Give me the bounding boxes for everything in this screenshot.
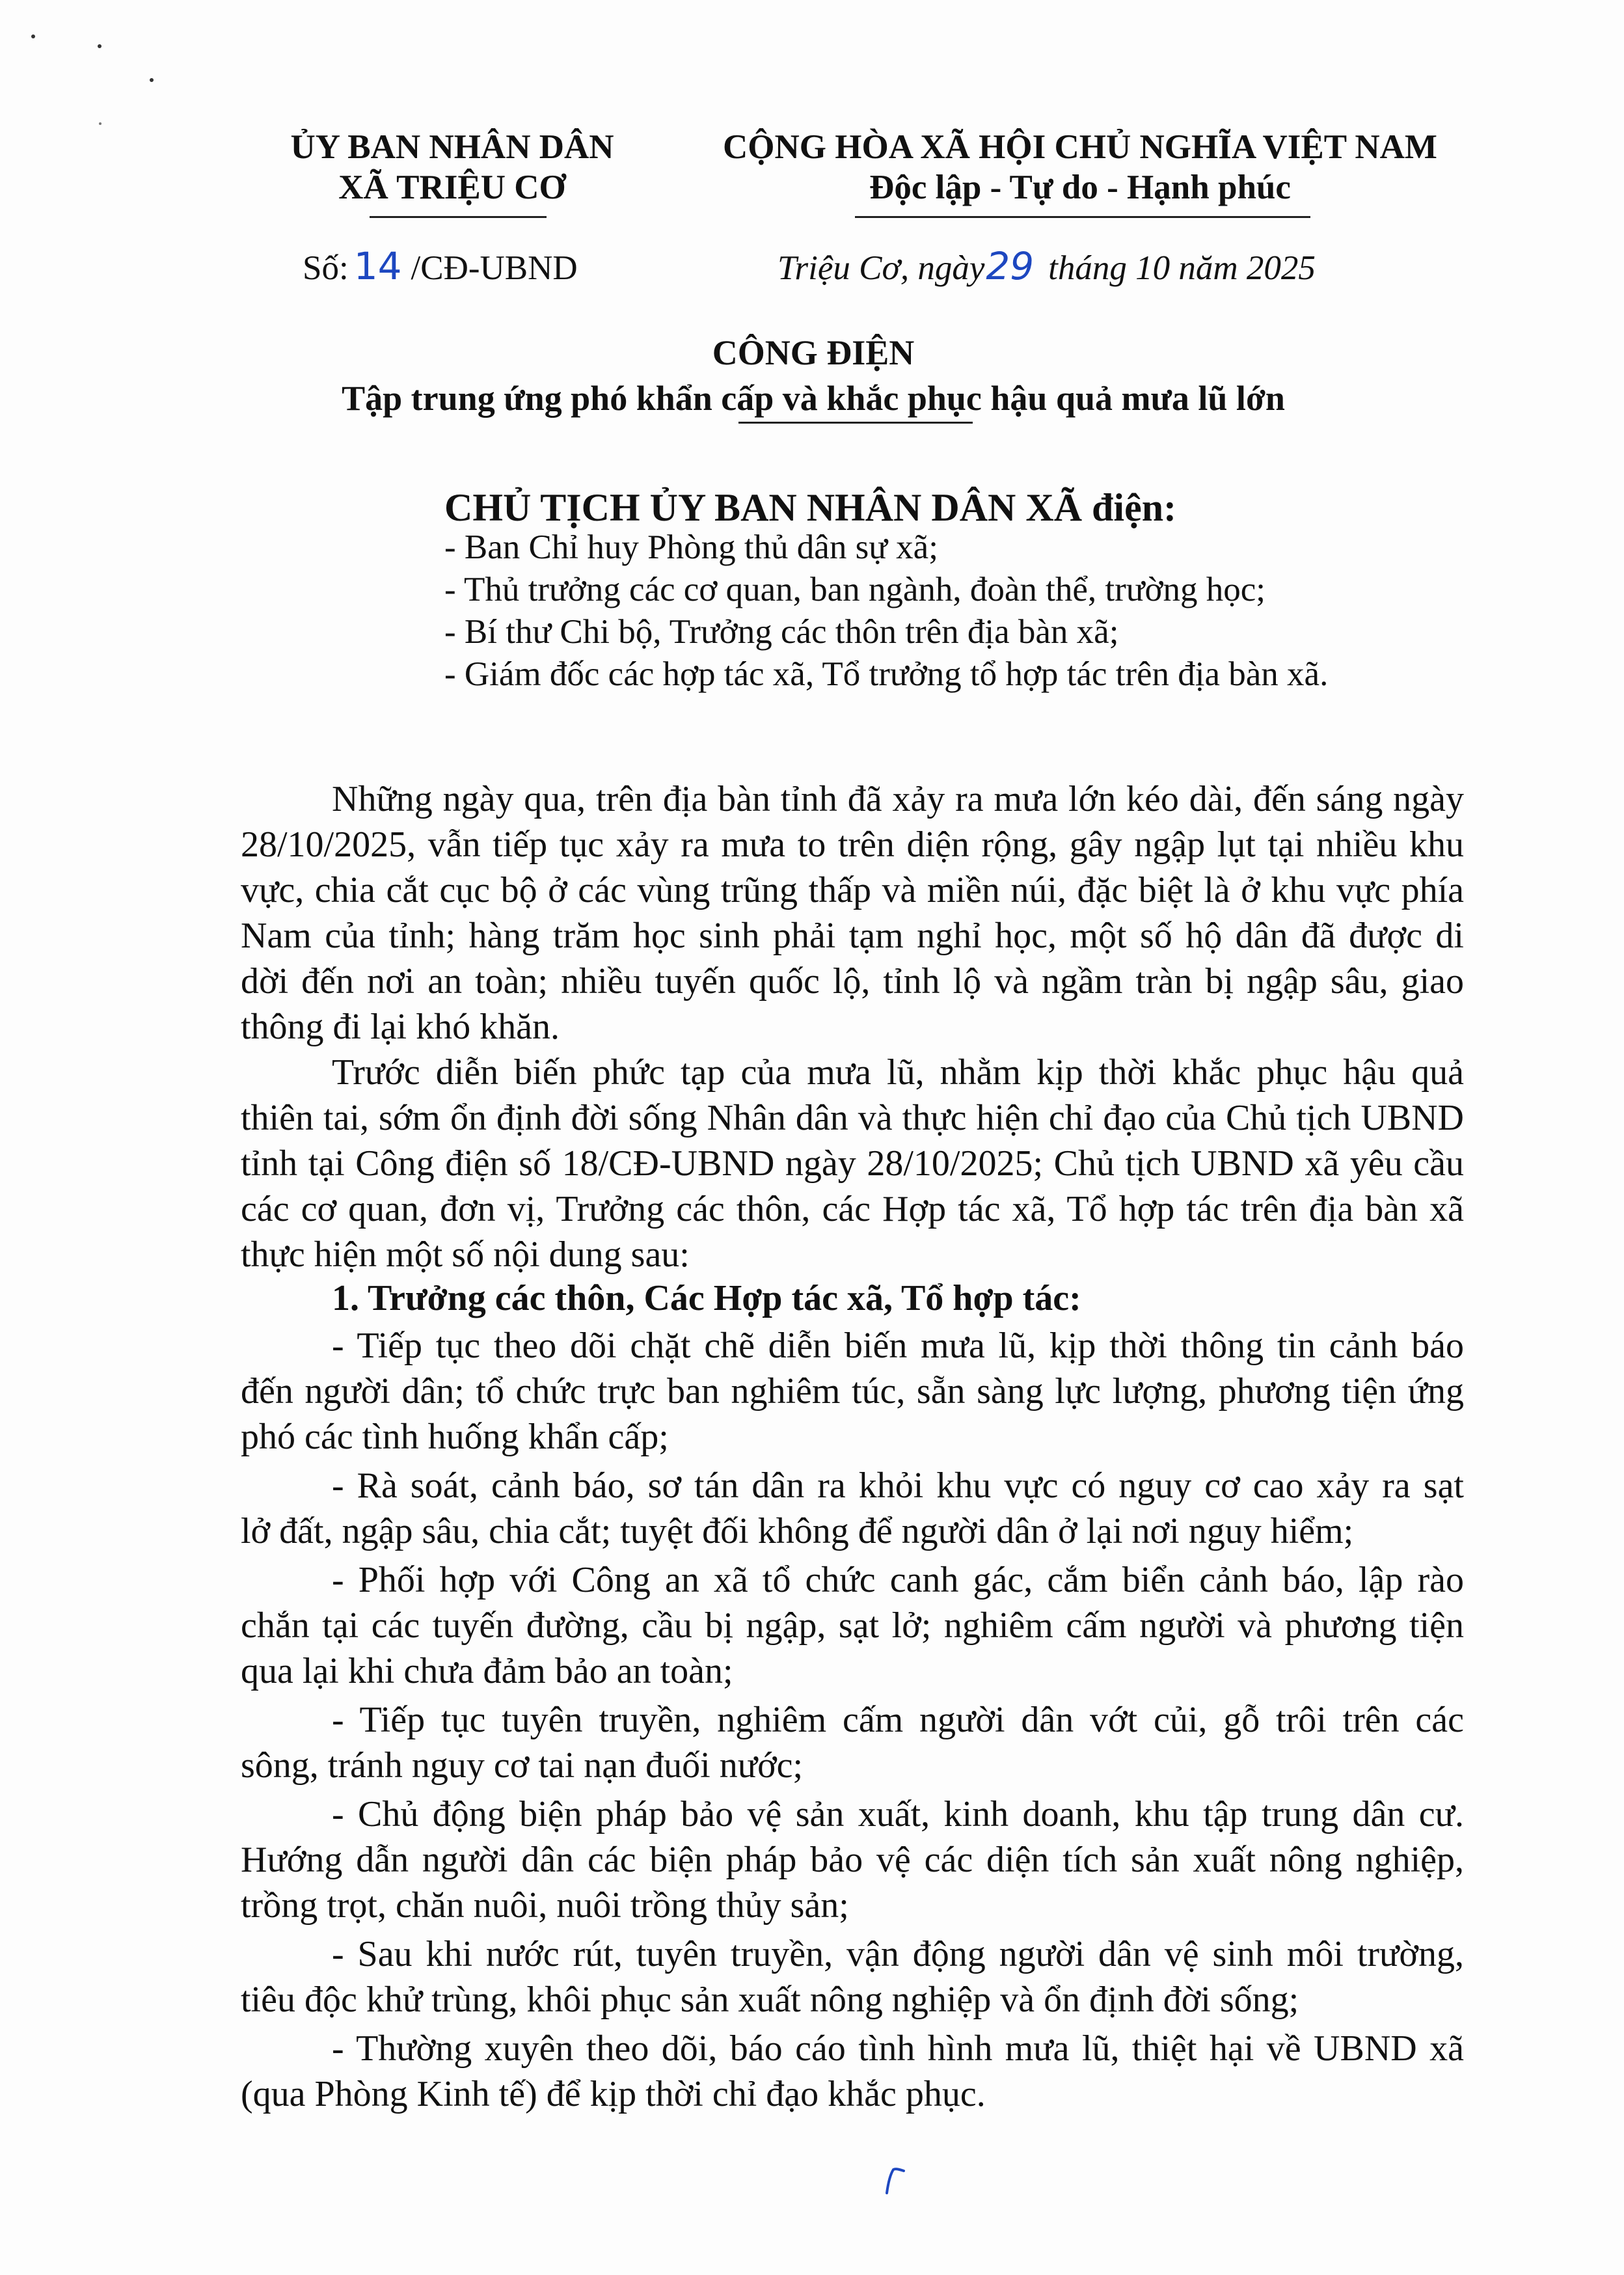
body-line: 28/10/2025, vẫn tiếp tục xảy ra mưa to trên diện rộng, gây ngập lụt tại nhiều khu <box>241 824 1464 865</box>
body-line: thiên tai, sớm ổn định đời sống Nhân dân và thực hiện chỉ đạo của Chủ tịch UBND <box>241 1098 1464 1138</box>
body-line: các cơ quan, đơn vị, Trưởng các thôn, các Hợp tác xã, Tổ hợp tác trên địa bàn xã <box>241 1189 1464 1229</box>
agency-name-line2: XÃ TRIỆU CƠ <box>338 169 566 206</box>
body-line: tiêu độc khử trùng, khôi phục sản xuất nông nghiệp và ổn định đời sống; <box>241 1980 1299 2020</box>
issue-date <box>778 244 1316 288</box>
body-line: chắn tại các tuyến đường, cầu bị ngập, sạt lở; nghiêm cấm người và phương tiện <box>241 1605 1464 1646</box>
body-line: - Thường xuyên theo dõi, báo cáo tình hình mưa lũ, thiệt hại về UBND xã <box>332 2028 1464 2069</box>
body-line: phó các tình huống khẩn cấp; <box>241 1417 669 1457</box>
national-motto: Độc lập - Tự do - Hạnh phúc <box>869 169 1291 206</box>
agency-name-line1: ỦY BAN NHÂN DÂN <box>290 128 614 166</box>
scan-speck <box>98 44 102 48</box>
body-line: đến người dân; tổ chức trực ban nghiêm túc, sẵn sàng lực lượng, phương tiện ứng <box>241 1371 1464 1411</box>
addressee-item: - Bí thư Chi bộ, Trưởng các thôn trên địa bàn xã; <box>444 613 1119 651</box>
number-prefix: Số: <box>303 249 349 287</box>
addressee-item: - Ban Chỉ huy Phòng thủ dân sự xã; <box>444 528 938 566</box>
body-line: dời đến nơi an toàn; nhiều tuyến quốc lộ, tỉnh lộ và ngầm tràn bị ngập sâu, giao <box>241 961 1464 1001</box>
date-suffix: tháng 10 năm 2025 <box>1048 249 1316 287</box>
addressee-heading: CHỦ TỊCH ỦY BAN NHÂN DÂN XÃ điện: <box>444 486 1177 529</box>
body-line: qua lại khi chưa đảm bảo an toàn; <box>241 1651 733 1691</box>
body-line: thông đi lại khó khăn. <box>241 1007 560 1047</box>
handwritten-number: 14 <box>353 244 402 288</box>
addressee-item: - Thủ trưởng các cơ quan, ban ngành, đoàn thể, trường học; <box>444 571 1266 608</box>
body-line: Trước diễn biến phức tạp của mưa lũ, nhằm kịp thời khắc phục hậu quả <box>332 1052 1464 1093</box>
scan-speck <box>99 122 102 125</box>
body-line: Hướng dẫn người dân các biện pháp bảo vệ các diện tích sản xuất nông nghiệp, <box>241 1840 1464 1880</box>
document-subject: Tập trung ứng phó khẩn cấp và khắc phục hậu quả mưa lũ lớn <box>342 379 1285 418</box>
body-line: trồng trọt, chăn nuôi, nuôi trồng thủy sản; <box>241 1885 849 1926</box>
document-type: CÔNG ĐIỆN <box>712 333 915 372</box>
body-line: - Phối hợp với Công an xã tổ chức canh gác, cắm biển cảnh báo, lập rào <box>332 1560 1464 1600</box>
document-number <box>303 244 578 288</box>
body-line: lở đất, ngập sâu, chia cắt; tuyệt đối không để người dân ở lại nơi nguy hiểm; <box>241 1511 1354 1551</box>
body-line: Nam của tỉnh; hàng trăm học sinh phải tạm nghỉ học, một số hộ dân đã được di <box>241 916 1464 956</box>
body-line: Những ngày qua, trên địa bàn tỉnh đã xảy ra mưa lớn kéo dài, đến sáng ngày <box>332 779 1464 819</box>
agency-underline <box>370 216 547 218</box>
motto-underline <box>855 216 1310 218</box>
body-line: (qua Phòng Kinh tế) để kịp thời chỉ đạo khắc phục. <box>241 2074 986 2114</box>
date-prefix: Triệu Cơ, ngày <box>778 249 985 287</box>
body-line: - Chủ động biện pháp bảo vệ sản xuất, kinh doanh, khu tập trung dân cư. <box>332 1794 1464 1834</box>
handwritten-day: 29 <box>986 244 1035 288</box>
body-line: sông, tránh nguy cơ tai nạn đuối nước; <box>241 1745 804 1786</box>
body-line: thực hiện một số nội dung sau: <box>241 1234 690 1275</box>
scan-speck <box>150 78 154 82</box>
body-line: - Tiếp tục theo dõi chặt chẽ diễn biến mưa lũ, kịp thời thông tin cảnh báo <box>332 1326 1464 1366</box>
handwritten-initial-mark <box>882 2160 914 2200</box>
body-line: vực, chia cắt cục bộ ở các vùng trũng thấp và miền núi, đặc biệt là ở khu vực phía <box>241 870 1464 910</box>
body-line: - Rà soát, cảnh báo, sơ tán dân ra khỏi khu vực có nguy cơ cao xảy ra sạt <box>332 1465 1464 1506</box>
section-1-heading: 1. Trưởng các thôn, Các Hợp tác xã, Tổ hợp tác: <box>332 1278 1081 1318</box>
scan-speck <box>31 34 35 38</box>
body-line: - Sau khi nước rút, tuyên truyền, vận động người dân vệ sinh môi trường, <box>332 1934 1464 1974</box>
subject-underline <box>738 422 973 424</box>
national-title: CỘNG HÒA XÃ HỘI CHỦ NGHĨA VIỆT NAM <box>723 128 1437 166</box>
body-line: tỉnh tại Công điện số 18/CĐ-UBND ngày 28/10/2025; Chủ tịch UBND xã yêu cầu <box>241 1143 1464 1184</box>
number-suffix: /CĐ-UBND <box>411 249 578 287</box>
addressee-item: - Giám đốc các hợp tác xã, Tổ trưởng tổ hợp tác trên địa bàn xã. <box>444 655 1329 693</box>
body-line: - Tiếp tục tuyên truyền, nghiêm cấm người dân vớt củi, gỗ trôi trên các <box>332 1700 1464 1740</box>
